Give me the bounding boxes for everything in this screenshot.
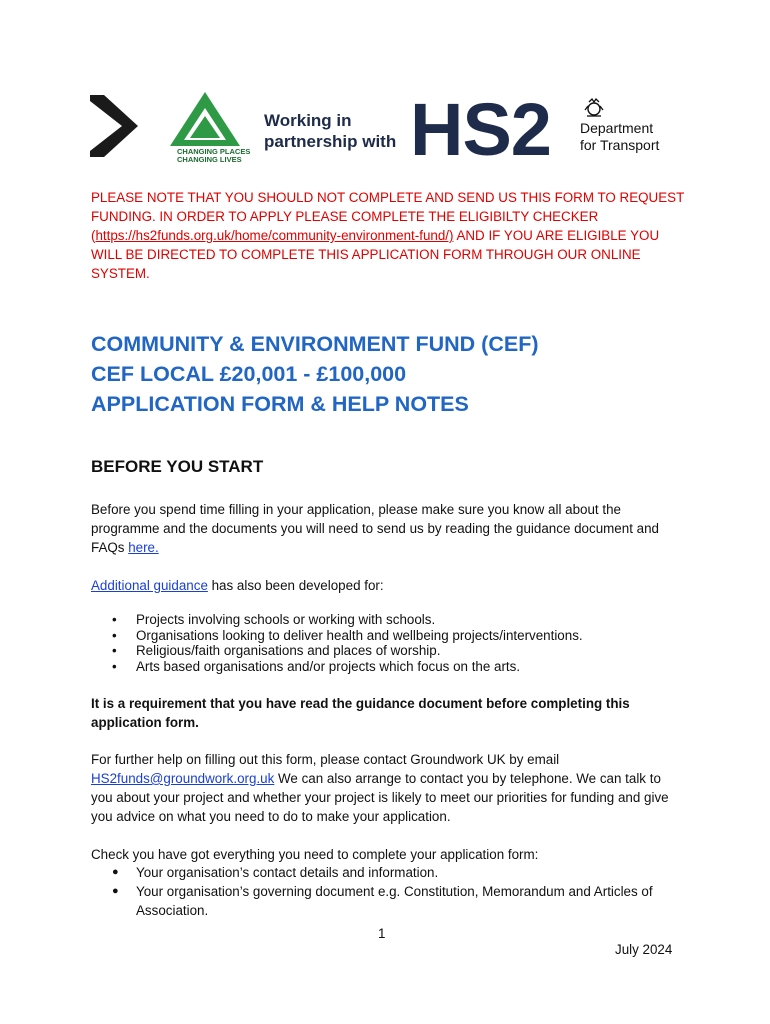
royal-crest-icon: [583, 98, 605, 118]
groundwork-logo-icon: [168, 90, 242, 148]
logo-bar: [90, 90, 680, 170]
title-line-2: CEF LOCAL £20,001 - £100,000: [91, 362, 407, 386]
page-number: 1: [378, 926, 386, 941]
notice-text-after: AND IF YOU ARE ELIGIBLE YOU WILL BE DIRECTED TO COMPLETE THIS APPLICATION FORM THROUGH OUR ONLINE SYSTEM.: [91, 228, 660, 281]
chevron-right-icon: [90, 95, 140, 157]
help-email-link[interactable]: HS2funds@groundwork.org.uk: [91, 771, 275, 786]
notice-text-before: PLEASE NOTE THAT YOU SHOULD NOT COMPLETE AND SEND US THIS FORM TO REQUEST FUNDING. IN ORDER TO APPLY PLEASE COMPLETE THE ELIGIBILTY CHECKER (: [91, 190, 685, 243]
list-item: • Religious/faith organisations and places of worship.: [112, 643, 672, 659]
title-line-3: APPLICATION FORM & HELP NOTES: [91, 392, 469, 416]
checklist: [112, 863, 682, 920]
title-line-1: COMMUNITY & ENVIRONMENT FUND (CEF): [91, 332, 539, 356]
additional-guidance-paragraph: [91, 576, 683, 595]
help-text-after: We can also arrange to contact you by telephone. We can talk to you about your project and whether your project is likely to meet our priorities for funding and give you advice on what you need to do to make your application.: [91, 771, 669, 824]
dft-line-1: Department: [580, 120, 654, 136]
help-text-before: For further help on filling out this form, please contact Groundwork UK by email: [91, 752, 560, 767]
list-item: ● Your organisation’s contact details and information.: [112, 863, 682, 882]
checklist-intro: Check you have got everything you need to complete your application form:: [91, 847, 539, 862]
additional-guidance-text: has also been developed for:: [207, 578, 384, 593]
guidance-list: [112, 612, 672, 674]
groundwork-tagline-1: CHANGING PLACES: [177, 147, 251, 156]
list-item: • Organisations looking to deliver health and wellbeing projects/interventions.: [112, 628, 672, 644]
footer-date: July 2024: [615, 942, 673, 957]
hs2-logo: HS2: [410, 88, 551, 171]
guidance-here-link[interactable]: here.: [128, 540, 159, 555]
groundwork-tagline-2: CHANGING LIVES: [177, 155, 242, 164]
requirement-statement: It is a requirement that you have read the guidance document before completing this application form.: [91, 696, 630, 730]
dft-line-2: for Transport: [580, 137, 660, 153]
intro-text: Before you spend time filling in your application, please make sure you know all about the programme and the documents you will need to send us by reading the guidance document and FAQs: [91, 502, 659, 555]
partnership-line-2: partnership with: [264, 132, 397, 151]
dft-logo-text: [580, 120, 659, 154]
list-item: • Arts based organisations and/or projects which focus on the arts.: [112, 659, 672, 675]
before-you-start-heading: BEFORE YOU START: [91, 457, 264, 476]
eligibility-checker-link[interactable]: https://hs2funds.org.uk/home/community-environment-fund/): [95, 228, 454, 243]
additional-guidance-link[interactable]: Additional guidance: [91, 578, 208, 593]
partnership-line-1: Working in: [264, 111, 352, 130]
document-title: [91, 329, 686, 419]
list-item: • Projects involving schools or working with schools.: [112, 612, 672, 628]
help-paragraph: [91, 750, 683, 826]
intro-paragraph: [91, 500, 683, 557]
list-item: ● Your organisation’s governing document e.g. Constitution, Memorandum and Articles of Association.: [112, 882, 682, 920]
partnership-text: [264, 110, 396, 152]
important-notice: [91, 188, 686, 283]
